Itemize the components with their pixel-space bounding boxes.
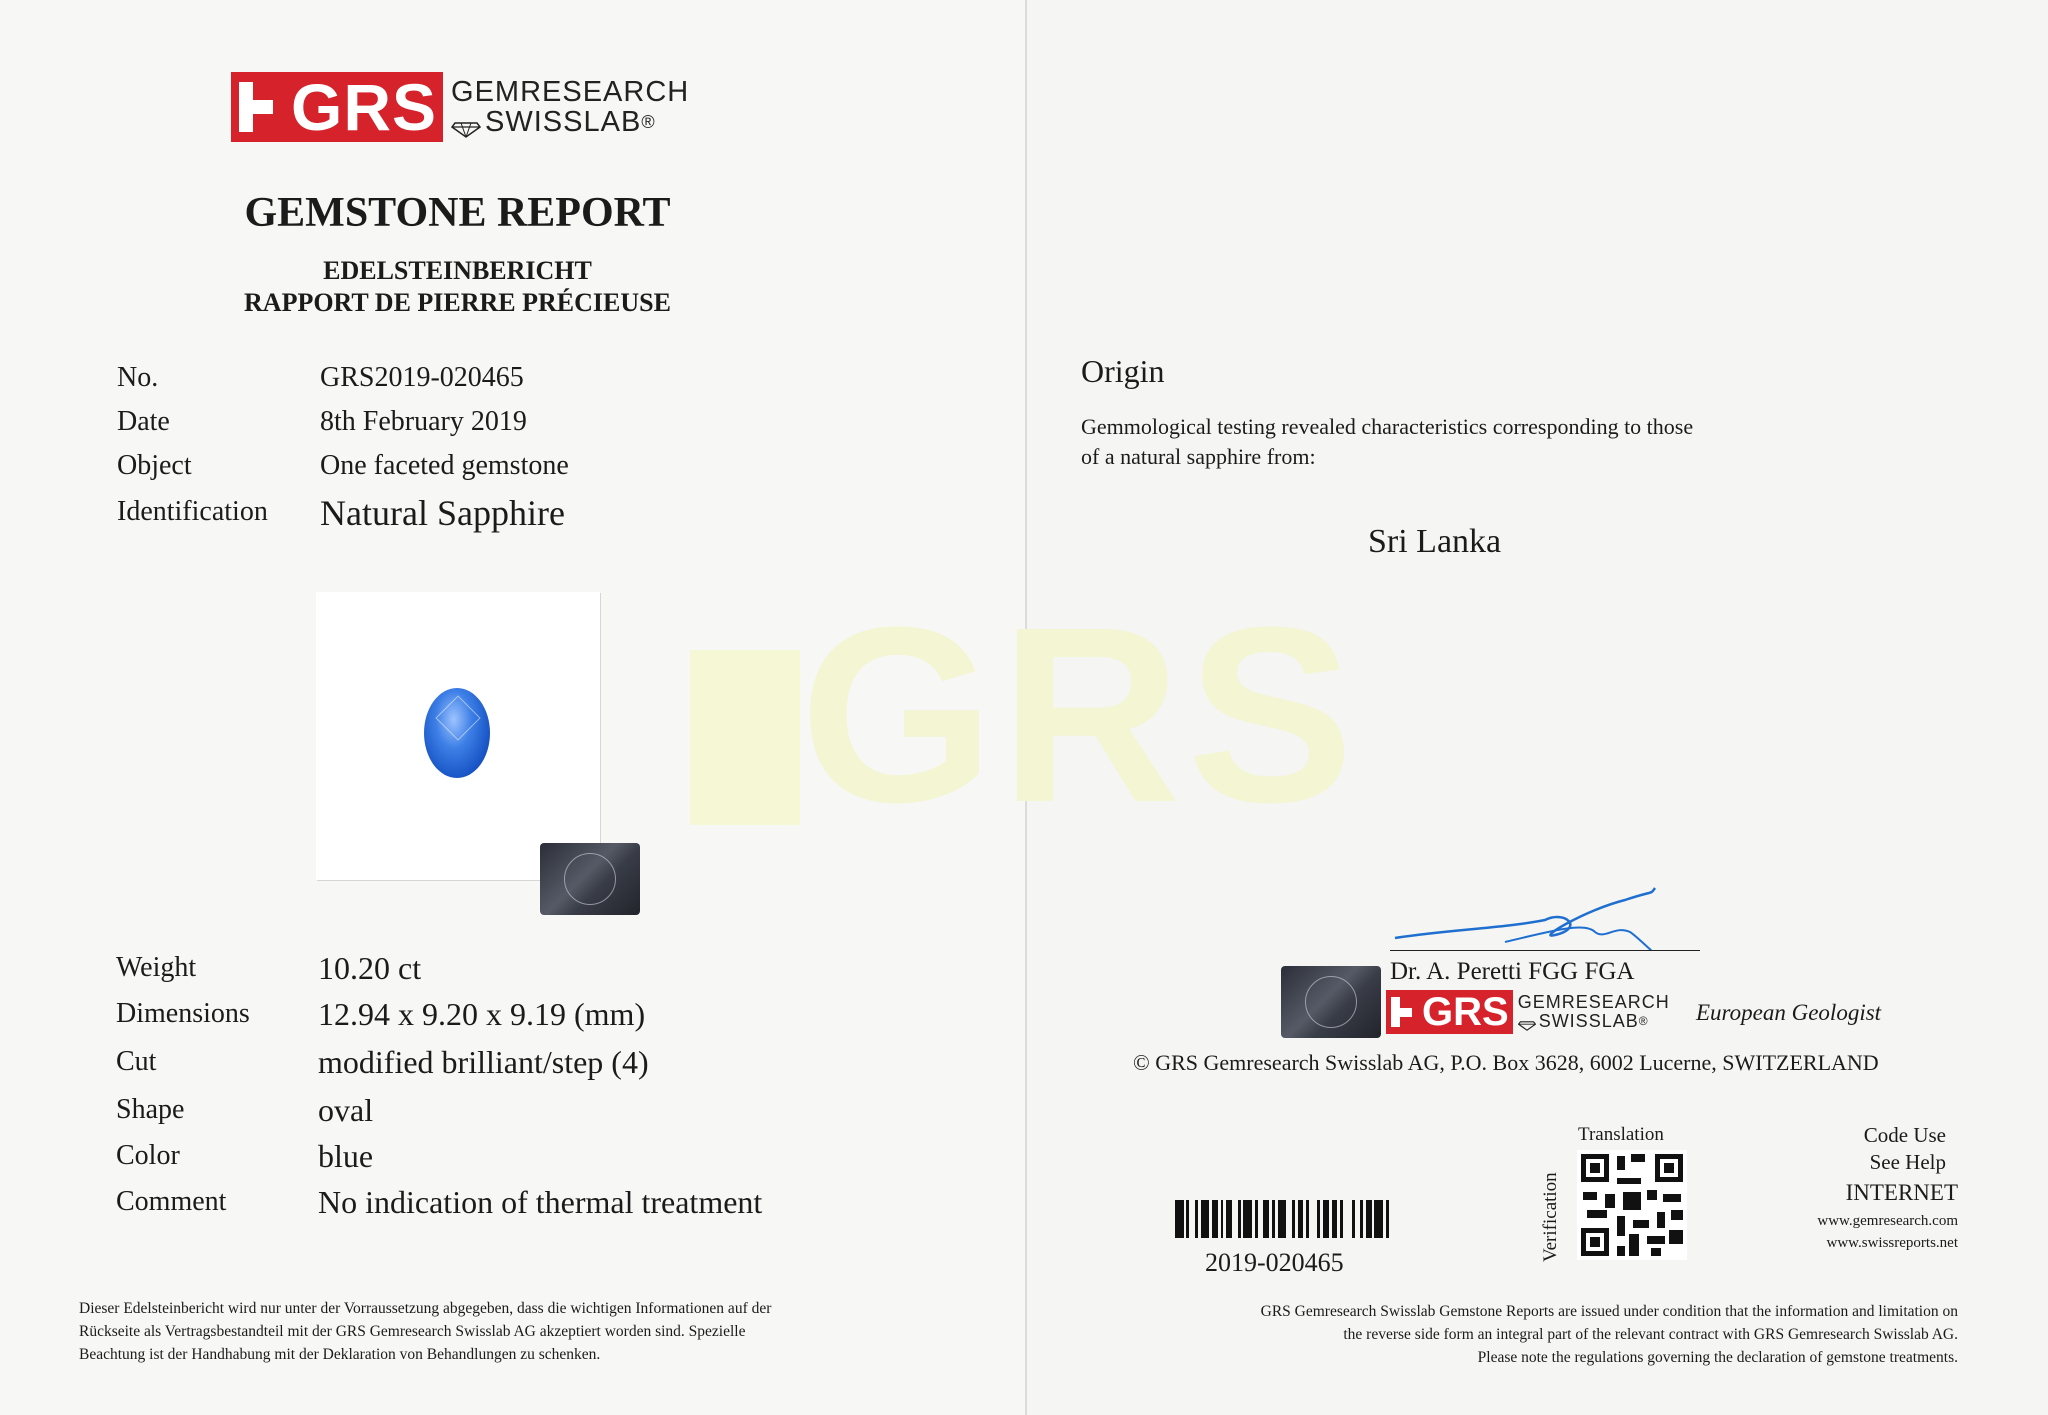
detail-label-cut: Cut xyxy=(116,1046,157,1077)
field-label-object: Object xyxy=(117,450,192,481)
detail-value-weight: 10.20 ct xyxy=(318,950,422,986)
disclaimer-english-line: the reverse side form an integral part of the relevant contract with GRS Gemresearch Swisslab AG. xyxy=(1343,1326,1958,1343)
logo-line-gemresearch: GEMRESEARCH xyxy=(451,75,690,108)
detail-label-comment: Comment xyxy=(116,1186,227,1217)
logo-letters: GRS xyxy=(291,70,438,144)
detail-label-color: Color xyxy=(116,1140,180,1171)
hologram-seal xyxy=(540,843,640,915)
internet-label: INTERNET xyxy=(1845,1180,1958,1205)
field-value-object: One faceted gemstone xyxy=(320,450,569,481)
grs-logo xyxy=(231,72,689,142)
verification-vertical-label: Verification xyxy=(1540,1172,1561,1262)
detail-label-weight: Weight xyxy=(116,952,197,983)
logo-line-gemresearch: GEMRESEARCH xyxy=(1517,992,1670,1013)
field-label-no: No. xyxy=(117,362,159,393)
diamond-icon xyxy=(1518,1016,1536,1026)
barcode-number: 2019-020465 xyxy=(1205,1248,1344,1277)
detail-value-comment: No indication of thermal treatment xyxy=(318,1184,763,1220)
sapphire-gem-image xyxy=(424,688,490,778)
website-link[interactable]: www.gemresearch.com xyxy=(1817,1213,1958,1229)
translation-label: Translation xyxy=(1578,1124,1664,1145)
grs-logo-small xyxy=(1386,990,1670,1034)
diamond-icon xyxy=(451,114,481,130)
grs-watermark xyxy=(690,575,1360,854)
field-label-date: Date xyxy=(117,406,170,437)
website-link[interactable]: www.swissreports.net xyxy=(1826,1235,1958,1251)
logo-reg-mark: ® xyxy=(1638,1014,1649,1029)
signatory-name: Dr. A. Peretti FGG FGA xyxy=(1390,958,1635,985)
origin-description xyxy=(1081,412,1693,472)
logo-red-panel xyxy=(1386,990,1513,1034)
code-use-label: Code Use xyxy=(1863,1123,1946,1147)
logo-cross-icon xyxy=(1391,997,1419,1027)
detail-value-cut: modified brilliant/step (4) xyxy=(318,1044,649,1080)
logo-line-swisslab-row xyxy=(451,107,689,137)
disclaimer-english-line: Please note the regulations governing the declaration of gemstone treatments. xyxy=(1477,1349,1958,1366)
watermark-cross-block xyxy=(690,650,800,825)
detail-value-dimensions: 12.94 x 9.20 x 9.19 (mm) xyxy=(318,996,646,1032)
signature-line xyxy=(1390,950,1700,951)
watermark-letters: GRS xyxy=(800,575,1360,854)
logo-line-swisslab: SWISSLAB xyxy=(1538,1011,1639,1031)
detail-label-shape: Shape xyxy=(116,1094,185,1125)
copyright-line: © GRS Gemresearch Swisslab AG, P.O. Box 3628, 6002 Lucerne, SWITZERLAND xyxy=(1133,1050,1879,1075)
hologram-seal-back xyxy=(1281,966,1381,1038)
report-title: GEMSTONE REPORT xyxy=(244,190,671,236)
report-subtitle-fr: RAPPORT DE PIERRE PRÉCIEUSE xyxy=(244,288,671,317)
report-barcode xyxy=(1175,1200,1395,1238)
disclaimer-english-line: GRS Gemresearch Swisslab Gemstone Reports are issued under condition that the information and limitation on xyxy=(1260,1303,1958,1320)
logo-letters: GRS xyxy=(1422,990,1509,1034)
report-subtitle-de: EDELSTEINBERICHT xyxy=(323,256,592,285)
disclaimer-german-line: Rückseite als Vertragsbestandteil mit der GRS Gemresearch Swisslab AG akzeptiert worden sind. Spezielle xyxy=(79,1323,746,1340)
disclaimer-german-line: Dieser Edelsteinbericht wird nur unter der Vorraussetzung abgegeben, dass die wichtigen Informationen auf der xyxy=(79,1300,772,1317)
detail-value-shape: oval xyxy=(318,1092,374,1128)
hologram-diamond-icon xyxy=(564,853,616,905)
field-value-no: GRS2019-020465 xyxy=(320,362,524,393)
hologram-diamond-icon xyxy=(1305,976,1357,1028)
gem-facet-highlight xyxy=(435,695,480,740)
logo-red-panel xyxy=(231,72,443,142)
disclaimer-german xyxy=(79,1297,979,1366)
field-value-identification: Natural Sapphire xyxy=(320,493,565,533)
detail-label-dimensions: Dimensions xyxy=(116,998,250,1029)
signatory-title: European Geologist xyxy=(1696,1000,1882,1025)
logo-wordmark xyxy=(451,77,689,138)
origin-description-line: of a natural sapphire from: xyxy=(1081,444,1316,469)
disclaimer-english xyxy=(1000,1300,1958,1369)
logo-reg-mark: ® xyxy=(641,111,656,132)
website-links xyxy=(1700,1210,1958,1254)
gemstone-photo xyxy=(316,592,600,880)
signature-graphic xyxy=(1385,880,1705,950)
logo-line-swisslab: SWISSLAB xyxy=(485,106,642,138)
logo-cross-icon xyxy=(239,82,285,132)
field-value-date: 8th February 2019 xyxy=(320,406,527,437)
detail-value-color: blue xyxy=(318,1138,374,1174)
logo-wordmark xyxy=(1518,993,1670,1031)
code-help-text xyxy=(1800,1122,1946,1176)
verification-qr-code[interactable] xyxy=(1577,1150,1687,1260)
origin-country: Sri Lanka xyxy=(1368,523,1502,560)
logo-line-swisslab-row xyxy=(1518,1012,1670,1031)
origin-heading: Origin xyxy=(1081,353,1165,389)
see-help-label: See Help xyxy=(1869,1150,1946,1174)
origin-description-line: Gemmological testing revealed characteristics corresponding to those xyxy=(1081,414,1694,439)
field-label-identification: Identification xyxy=(117,496,268,527)
disclaimer-german-line: Beachtung ist der Handhabung mit der Deklaration von Behandlungen zu schenken. xyxy=(79,1346,601,1363)
